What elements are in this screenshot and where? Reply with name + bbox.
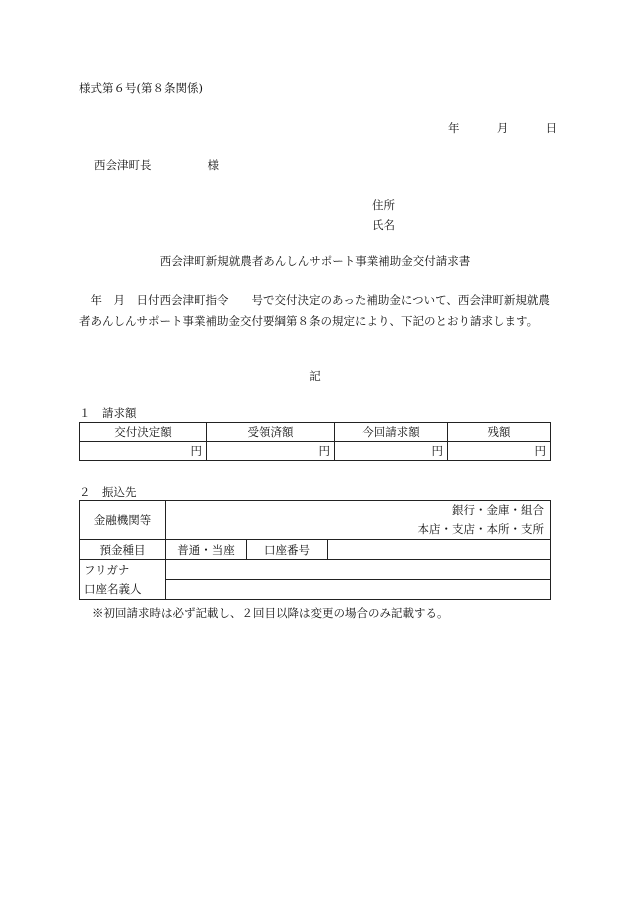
received-amount[interactable]: 円 — [207, 442, 335, 461]
section1-heading: １ 請求額 — [79, 406, 137, 420]
document-title: 西会津町新規就農者あんしんサポート事業補助金交付請求書 — [159, 254, 471, 268]
name-label: 氏名 — [372, 218, 395, 232]
account-number-field[interactable] — [328, 540, 551, 560]
address-label: 住所 — [372, 198, 395, 212]
grant-decided-amount[interactable]: 円 — [80, 442, 207, 461]
date-line — [448, 120, 557, 136]
header-remaining: 残額 — [448, 423, 551, 442]
furigana-row — [80, 560, 551, 580]
addressee-name: 西会津町長 — [94, 158, 152, 172]
addressee — [94, 157, 219, 173]
table-header-row — [80, 423, 551, 442]
applicant-block — [372, 195, 395, 235]
section2-heading: ２ 振込先 — [79, 485, 137, 499]
furigana-label: フリガナ — [80, 560, 166, 580]
institution-field[interactable] — [166, 501, 551, 540]
header-grant-decided: 交付決定額 — [80, 423, 207, 442]
deposit-type-label: 預金種目 — [80, 540, 166, 560]
account-holder-field[interactable] — [166, 580, 551, 600]
date-year: 年 — [448, 121, 460, 135]
current-request-amount[interactable]: 円 — [335, 442, 448, 461]
ki-heading: 記 — [309, 369, 321, 383]
institution-label: 金融機関等 — [80, 501, 166, 540]
form-number: 様式第６号(第８条関係) — [79, 81, 203, 95]
date-month: 月 — [496, 121, 509, 135]
institution-row — [80, 501, 551, 540]
header-received: 受領済額 — [207, 423, 335, 442]
account-holder-row — [80, 580, 551, 600]
addressee-honorific: 様 — [207, 158, 219, 172]
deposit-type-options[interactable]: 普通・当座 — [166, 540, 247, 560]
header-current-request: 今回請求額 — [335, 423, 448, 442]
deposit-row — [80, 540, 551, 560]
table-amount-row — [80, 442, 551, 461]
date-day: 日 — [545, 121, 558, 135]
furigana-field[interactable] — [166, 560, 551, 580]
request-amount-table — [79, 422, 551, 461]
body-paragraph: 年 月 日付西会津町指令 号で交付決定のあった補助金について、西会津町新規就農者あんしんサポート事業補助金交付要綱第８条の規定により、下記のとおり請求します。 — [79, 293, 550, 328]
branch-type-options: 本店・支店・本所・支所 — [417, 522, 544, 536]
institution-type-options: 銀行・金庫・組合 — [452, 503, 544, 517]
account-number-label: 口座番号 — [247, 540, 328, 560]
remaining-amount[interactable]: 円 — [448, 442, 551, 461]
note: ※初回請求時は必ず記載し、２回目以降は変更の場合のみ記載する。 — [92, 606, 449, 620]
account-holder-label: 口座名義人 — [80, 580, 166, 600]
transfer-destination-table — [79, 500, 551, 600]
